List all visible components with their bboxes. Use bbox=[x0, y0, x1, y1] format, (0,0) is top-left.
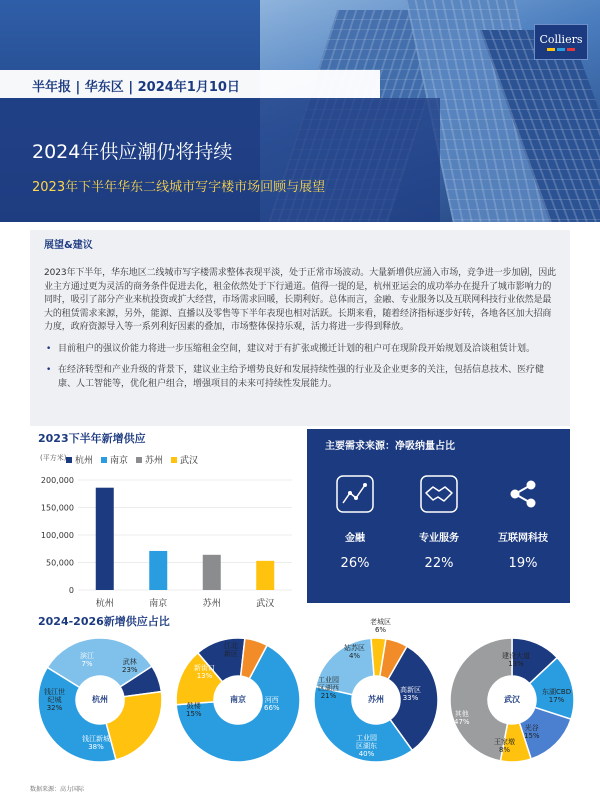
list-item: • 在经济转型和产业升级的背景下，建议业主给予增势良好和发展持续性强的行业及企业更多的关注，包括信息技术、医疗健康、人工智能等，优化租户组合，增强项目的未来可持续性发展能力。 bbox=[44, 364, 556, 391]
legend-label: 武汉 bbox=[180, 456, 199, 466]
logo-text: Colliers bbox=[539, 33, 583, 46]
slice-label: 工业园 区湖东 40% bbox=[356, 734, 377, 758]
data-source: 数据来源：高力国际 bbox=[30, 786, 85, 793]
recommendation-list bbox=[44, 343, 556, 392]
demand-value: 22% bbox=[424, 556, 454, 571]
slice-label: 滨江 7% bbox=[80, 652, 94, 668]
bar bbox=[203, 555, 221, 590]
slice-label: 王家墩 8% bbox=[494, 738, 515, 754]
share-network-icon bbox=[502, 473, 544, 515]
new-supply-title: 2023下半年新增供应 bbox=[38, 432, 146, 445]
demand-label: 专业服务 bbox=[419, 533, 459, 544]
unit-label: (平方米) bbox=[40, 454, 67, 462]
legend-label: 杭州 bbox=[75, 456, 94, 466]
donut-center-label: 杭州 bbox=[92, 695, 108, 704]
slice-label: 钱江世 纪城 32% bbox=[44, 688, 65, 712]
slice-label: 其他 47% bbox=[454, 710, 470, 726]
y-tick-label: 200,000 bbox=[40, 476, 74, 485]
donut-nanjing bbox=[168, 630, 308, 770]
bar bbox=[149, 551, 167, 590]
donut-hangzhou bbox=[30, 630, 170, 770]
demand-item-finance bbox=[315, 473, 395, 571]
slice-label: 高新区 33% bbox=[400, 686, 421, 702]
slice-label: 钱江新城 38% bbox=[82, 735, 110, 751]
demand-label: 金融 bbox=[345, 533, 365, 544]
slice-label: 工业园 区湖西 21% bbox=[318, 676, 339, 700]
slice-label: 新街口 13% bbox=[194, 664, 215, 680]
slice-label: 姑苏区 4% bbox=[344, 644, 365, 660]
new-supply-bar-chart bbox=[30, 440, 302, 612]
demand-panel bbox=[307, 429, 570, 603]
demand-value: 26% bbox=[340, 556, 370, 571]
page-title: 2024年供应潮仍将持续 bbox=[32, 141, 233, 163]
slice-label: 东湖CBD 17% bbox=[542, 688, 572, 704]
colliers-logo bbox=[534, 24, 588, 60]
x-tick-label: 南京 bbox=[149, 599, 168, 609]
list-item: • 目前租户的强议价能力将进一步压缩租金空间，建议对于有扩张或搬迁计划的租户可在现阶段开始规划及洽谈租赁计划。 bbox=[44, 343, 556, 357]
donut-suzhou bbox=[306, 618, 446, 770]
slice-label: 河西 66% bbox=[264, 696, 280, 712]
demand-title: 主要需求来源：净吸纳量占比 bbox=[325, 441, 455, 452]
donut-center-label: 南京 bbox=[230, 695, 246, 704]
legend-label: 苏州 bbox=[145, 456, 164, 466]
x-tick-label: 苏州 bbox=[202, 599, 221, 609]
y-tick-label: 0 bbox=[68, 586, 74, 595]
slice-label: 鼓楼 15% bbox=[186, 702, 202, 718]
donut-center-label: 武汉 bbox=[504, 695, 520, 704]
slice-label: 武林 23% bbox=[122, 658, 138, 674]
slice-label: 老城区 6% bbox=[370, 618, 391, 634]
demand-value: 19% bbox=[508, 556, 538, 571]
y-tick-label: 50,000 bbox=[46, 558, 74, 568]
finance-chart-icon bbox=[334, 473, 376, 515]
page-subtitle: 2023年下半年华东二线城市写字楼市场回顾与展望 bbox=[32, 180, 326, 195]
legend-label: 南京 bbox=[110, 456, 129, 466]
demand-item-tech bbox=[483, 473, 563, 571]
x-tick-label: 杭州 bbox=[95, 599, 114, 609]
outlook-section bbox=[30, 230, 570, 426]
demand-label: 互联网科技 bbox=[498, 533, 548, 544]
bar bbox=[96, 488, 114, 590]
outlook-paragraph: 2023年下半年，华东地区二线城市写字楼需求整体表现平淡，处于正常市场波动。大量新增供应涌入市场，竞争进一步加剧，因此业主方通过更为灵活的商务条件促进去化，租金依然处于下行通道。值得一提的是，杭州亚运会的成功举办在提升了城市影响力的同时，吸引了部分产业来杭投资或扩大经营，市场需求回暖，长期利好。总体而言，金融、专业服务以及互联网科技行业依然是最大的租赁需求来源，另外，能源、直播以及零售等下半年表现也相对活跃。长期来看，随着经济指标逐步好转，各地各区加大招商力度，政府资源导入等一系列利好因素的叠加，市场整体保持乐观，活力将进一步得到释放。 bbox=[44, 268, 557, 332]
report-meta: 半年报 | 华东区 | 2024年1月10日 bbox=[0, 70, 380, 98]
outlook-heading: 展望&建议 bbox=[44, 240, 93, 251]
y-tick-label: 100,000 bbox=[40, 531, 74, 540]
handshake-icon bbox=[418, 473, 460, 515]
x-tick-label: 武汉 bbox=[256, 599, 275, 609]
donut-center-label: 苏州 bbox=[368, 695, 384, 704]
future-supply-title: 2024-2026新增供应占比 bbox=[38, 615, 170, 628]
demand-item-services bbox=[399, 473, 479, 571]
slice-label: 建设大道 13% bbox=[502, 652, 530, 668]
slice-label: 光谷 15% bbox=[524, 724, 540, 740]
y-tick-label: 150,000 bbox=[40, 503, 74, 513]
donut-wuhan bbox=[442, 630, 582, 770]
bar bbox=[256, 561, 274, 590]
slice-label: 江北 新区 bbox=[224, 642, 238, 658]
